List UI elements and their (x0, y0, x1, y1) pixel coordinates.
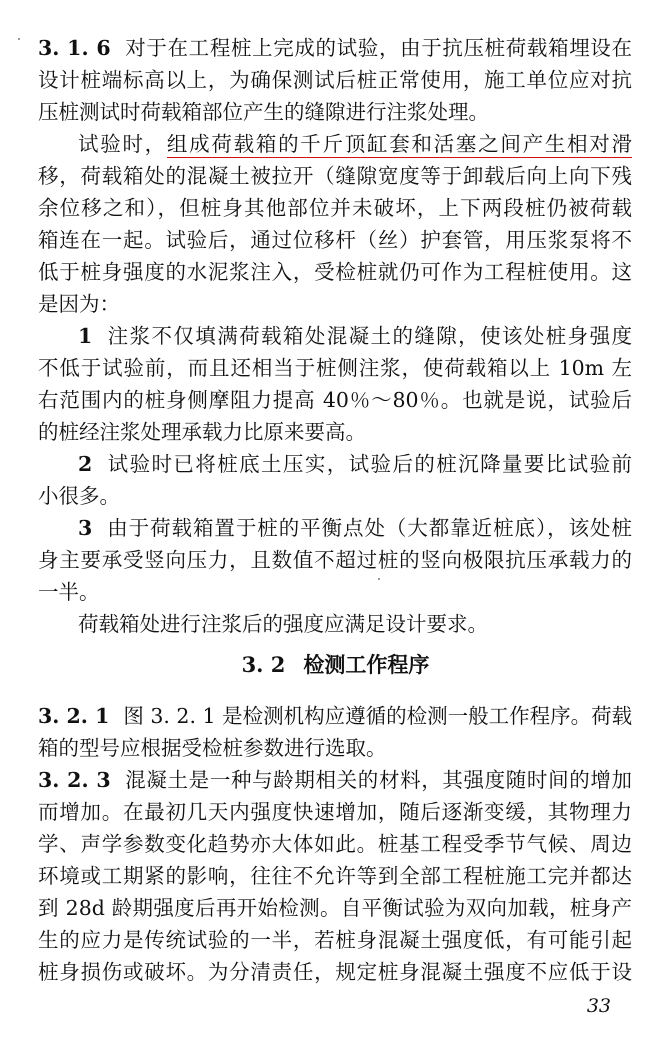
clause-3-1-6-line-3: 压桩测试时荷载箱部位产生的缝隙进行注浆处理。 (38, 100, 489, 124)
clause-3-1-6-para2-line-1: 试验时，组成荷载箱的千斤顶缸套和活塞之间产生相对滑 (78, 130, 632, 158)
clause-3-2-3-line-7: 桩身损伤或破坏。为分清责任，规定桩身混凝土强度不应低于设 (38, 960, 632, 984)
clause-3-1-6-closing: 荷载箱处进行注浆后的强度应满足设计要求。 (78, 612, 488, 636)
clause-3-2-3-line-5: 到 28d 龄期强度后再开始检测。自平衡试验为双向加载，桩身产 (38, 896, 632, 920)
item-3-line-1: 3 由于荷载箱置于桩的平衡点处（大都靠近桩底），该处桩 (78, 516, 632, 540)
clause-3-2-3-line-3: 学、声学参数变化趋势亦大体如此。桩基工程受季节气候、周边 (38, 832, 632, 856)
scan-speck (18, 38, 20, 40)
item-2-line-2: 小很多。 (38, 484, 120, 508)
clause-3-1-6-line-2: 设计桩端标高以上，为确保测试后桩正常使用，施工单位应对抗 (38, 68, 632, 92)
clause-number: 3. 2. 1 (38, 704, 110, 728)
item-3-line-2: 身主要承受竖向压力，且数值不超过桩的竖向极限抗压承载力的 (38, 548, 632, 572)
clause-number: 3. 1. 6 (38, 36, 111, 60)
clause-3-1-6-line-1: 3. 1. 6 对于在工程桩上完成的试验，由于抗压桩荷载箱埋设在 (38, 36, 632, 60)
clause-3-2-3-line-1: 3. 2. 3 混凝土是一种与龄期相关的材料，其强度随时间的增加 (38, 768, 632, 792)
item-1-line-4: 的桩经注浆处理承载力比原来要高。 (38, 420, 366, 444)
clause-number: 3. 2. 3 (38, 768, 111, 792)
item-3-line-3: 一半。 (38, 580, 100, 604)
clause-3-2-3-line-2: 而增加。在最初几天内强度快速增加，随后逐渐变缓，其物理力 (38, 800, 632, 824)
section-number: 3. 2 (241, 652, 286, 677)
section-heading (0, 651, 671, 679)
item-2-line-1: 2 试验时已将桩底土压实，试验后的桩沉降量要比试验前 (78, 452, 632, 476)
item-number: 1 (78, 324, 93, 348)
clause-3-2-1-line-1: 3. 2. 1 图 3. 2. 1 是检测机构应遵循的检测一般工作程序。荷载 (38, 704, 632, 728)
scan-speck (378, 578, 380, 580)
clause-3-2-3-line-6: 生的应力是传统试验的一半，若桩身混凝土强度低，有可能引起 (38, 928, 632, 952)
clause-3-1-6-para2-line-6: 是因为： (38, 292, 120, 316)
clause-3-2-1-line-2: 箱的型号应根据受检桩参数进行选取。 (38, 736, 387, 760)
red-underlined-phrase: 组成荷载箱的千斤顶缸套和活塞之间产生相对滑 (167, 132, 632, 158)
clause-3-1-6-para2-line-4: 箱连在一起。试验后，通过位移杆（丝）护套管，用压浆泵将不 (38, 228, 632, 252)
clause-3-1-6-para2-line-2: 移，荷载箱处的混凝土被拉开（缝隙宽度等于卸载后向上向下残 (38, 164, 632, 188)
section-title: 检测工作程序 (303, 652, 430, 677)
page-number: 33 (586, 995, 611, 1017)
clause-3-1-6-para2-line-5: 低于桩身强度的水泥浆注入，受检桩就仍可作为工程桩使用。这 (38, 260, 632, 284)
clause-3-1-6-para2-line-3: 余位移之和），但桩身其他部位并未破坏，上下两段桩仍被荷载 (38, 196, 632, 220)
clause-3-2-3-line-4: 环境或工期紧的影响，往往不允许等到全部工程桩施工完并都达 (38, 864, 632, 888)
item-number: 3 (78, 516, 93, 540)
item-1-line-1: 1 注浆不仅填满荷载箱处混凝土的缝隙，使该处桩身强度 (78, 324, 632, 348)
item-number: 2 (78, 452, 93, 476)
item-1-line-3: 右范围内的桩身侧摩阻力提高 40％～80％。也就是说，试验后 (38, 388, 632, 412)
item-1-line-2: 不低于试验前，而且还相当于桩侧注浆，使荷载箱以上 10m 左 (38, 356, 632, 380)
